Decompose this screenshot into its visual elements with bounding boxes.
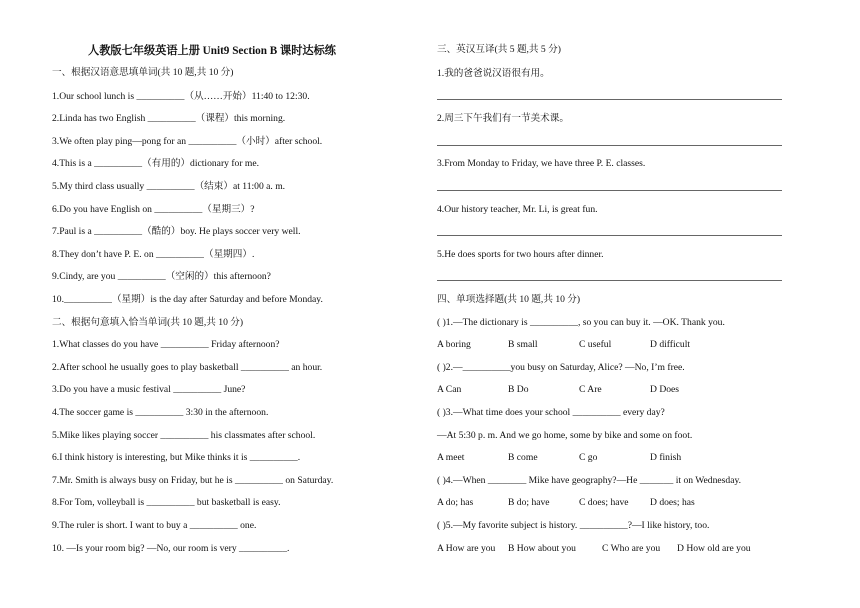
page-title: 人教版七年级英语上册 Unit9 Section B 课时达标练 bbox=[88, 45, 336, 57]
mc-question: ( )5.—My favorite subject is history. __________?—I like history, too. bbox=[437, 520, 710, 531]
mc-question-reply: —At 5:30 p. m. And we go home, some by bike and some on foot. bbox=[437, 430, 693, 441]
answer-line[interactable] bbox=[437, 235, 782, 236]
translate-item: 3.From Monday to Friday, we have three P. E. classes. bbox=[437, 158, 646, 169]
mc-option-d[interactable]: D finish bbox=[650, 452, 682, 463]
mc-option-b[interactable]: B How about you bbox=[508, 543, 576, 554]
mc-option-b[interactable]: B do; have bbox=[508, 497, 550, 508]
fill-item: 9.The ruler is short. I want to buy a __________ one. bbox=[52, 520, 257, 531]
fill-item: 3.We often play ping—pong for an __________（小时）after school. bbox=[52, 136, 323, 147]
mc-option-a[interactable]: A meet bbox=[437, 452, 465, 463]
answer-line[interactable] bbox=[437, 145, 782, 146]
mc-option-c[interactable]: C Who are you bbox=[602, 543, 661, 554]
fill-item: 7.Mr. Smith is always busy on Friday, but he is __________ on Saturday. bbox=[52, 475, 334, 486]
section-heading: 一、根据汉语意思填单词(共 10 题,共 10 分) bbox=[52, 67, 234, 78]
mc-question: ( )2.—__________you busy on Saturday, Alice? —No, I’m free. bbox=[437, 362, 685, 373]
mc-option-b[interactable]: B come bbox=[508, 452, 538, 463]
section-heading: 二、根据句意填入恰当单词(共 10 题,共 10 分) bbox=[52, 317, 244, 328]
translate-item: 5.He does sports for two hours after dinner. bbox=[437, 249, 604, 260]
mc-option-c[interactable]: C Are bbox=[579, 384, 602, 395]
fill-item: 2.Linda has two English __________（课程）this morning. bbox=[52, 113, 286, 124]
fill-item: 3.Do you have a music festival __________ June? bbox=[52, 384, 246, 395]
mc-question: ( )1.—The dictionary is __________, so you can buy it. —OK. Thank you. bbox=[437, 317, 725, 328]
fill-item: 9.Cindy, are you __________（空闲的）this afternoon? bbox=[52, 271, 271, 282]
mc-option-c[interactable]: C useful bbox=[579, 339, 612, 350]
fill-item: 10. —Is your room big? —No, our room is very __________. bbox=[52, 543, 290, 554]
mc-option-d[interactable]: D How old are you bbox=[677, 543, 751, 554]
mc-option-c[interactable]: C does; have bbox=[579, 497, 629, 508]
mc-option-a[interactable]: A do; has bbox=[437, 497, 474, 508]
fill-item: 2.After school he usually goes to play basketball __________ an hour. bbox=[52, 362, 323, 373]
section-heading: 三、英汉互译(共 5 题,共 5 分) bbox=[437, 44, 561, 55]
mc-option-d[interactable]: D Does bbox=[650, 384, 680, 395]
mc-option-a[interactable]: A How are you bbox=[437, 543, 496, 554]
fill-item: 4.This is a __________（有用的）dictionary for me. bbox=[52, 158, 260, 169]
fill-item: 8.They don’t have P. E. on __________（星期四）. bbox=[52, 249, 255, 260]
mc-option-d[interactable]: D does; has bbox=[650, 497, 695, 508]
mc-option-a[interactable]: A boring bbox=[437, 339, 471, 350]
mc-option-d[interactable]: D difficult bbox=[650, 339, 691, 350]
mc-option-b[interactable]: B small bbox=[508, 339, 538, 350]
translate-item: 2.周三下午我们有一节美术课。 bbox=[437, 113, 569, 124]
fill-item: 8.For Tom, volleyball is __________ but basketball is easy. bbox=[52, 497, 281, 508]
mc-option-a[interactable]: A Can bbox=[437, 384, 462, 395]
fill-item: 1.Our school lunch is __________（从……开始）11:40 to 12:30. bbox=[52, 91, 310, 102]
translate-item: 1.我的爸爸说汉语很有用。 bbox=[437, 68, 550, 79]
mc-question: ( )3.—What time does your school __________ every day? bbox=[437, 407, 665, 418]
answer-line[interactable] bbox=[437, 99, 782, 100]
fill-item: 7.Paul is a __________（酷的）boy. He plays soccer very well. bbox=[52, 226, 301, 237]
answer-line[interactable] bbox=[437, 190, 782, 191]
fill-item: 10.__________（星期）is the day after Saturday and before Monday. bbox=[52, 294, 323, 305]
section-heading: 四、单项选择题(共 10 题,共 10 分) bbox=[437, 294, 581, 305]
mc-option-b[interactable]: B Do bbox=[508, 384, 529, 395]
fill-item: 5.Mike likes playing soccer __________ his classmates after school. bbox=[52, 430, 316, 441]
mc-option-c[interactable]: C go bbox=[579, 452, 598, 463]
answer-line[interactable] bbox=[437, 280, 782, 281]
mc-question: ( )4.—When ________ Mike have geography?—He _______ it on Wednesday. bbox=[437, 475, 742, 486]
fill-item: 6.I think history is interesting, but Mike thinks it is __________. bbox=[52, 452, 301, 463]
fill-item: 6.Do you have English on __________（星期三）? bbox=[52, 204, 255, 215]
fill-item: 1.What classes do you have __________ Friday afternoon? bbox=[52, 339, 280, 350]
translate-item: 4.Our history teacher, Mr. Li, is great fun. bbox=[437, 204, 598, 215]
fill-item: 5.My third class usually __________（结束）at 11:00 a. m. bbox=[52, 181, 286, 192]
fill-item: 4.The soccer game is __________ 3:30 in the afternoon. bbox=[52, 407, 269, 418]
